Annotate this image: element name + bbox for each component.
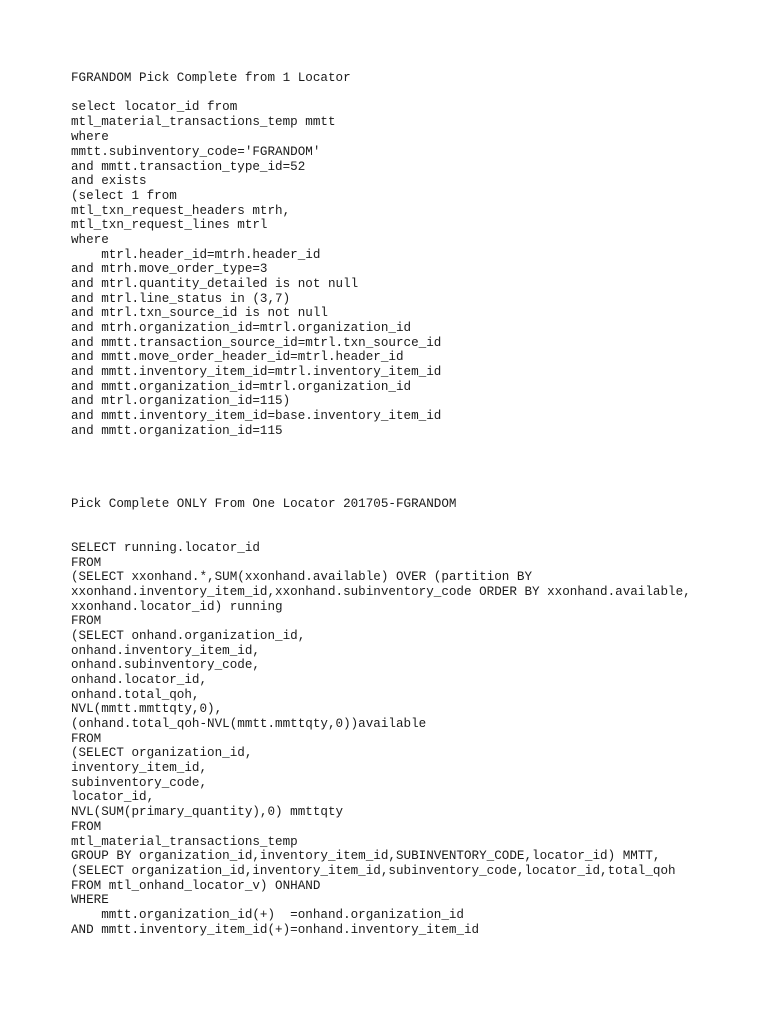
code-line: and mmtt.transaction_type_id=52 — [71, 160, 306, 174]
code-line: onhand.total_qoh, — [71, 688, 200, 702]
code-line: (SELECT organization_id, — [71, 746, 253, 760]
code-line: inventory_item_id, — [71, 761, 208, 775]
code-line: FROM — [71, 820, 102, 834]
code-line: select locator_id from — [71, 100, 238, 114]
code-line: NVL(SUM(primary_quantity),0) mmttqty — [71, 805, 344, 819]
code-line: (SELECT xxonhand.*,SUM(xxonhand.available) OVER (partition BY — [71, 570, 533, 584]
code-line: onhand.inventory_item_id, — [71, 644, 260, 658]
code-line: onhand.locator_id, — [71, 673, 208, 687]
code-line: and mtrh.move_order_type=3 — [71, 262, 268, 276]
code-line: where — [71, 130, 109, 144]
code-line: FROM — [71, 732, 102, 746]
code-line: xxonhand.locator_id) running — [71, 600, 283, 614]
code-line: SELECT running.locator_id — [71, 541, 260, 555]
code-line: locator_id, — [71, 790, 155, 804]
code-line: (SELECT onhand.organization_id, — [71, 629, 306, 643]
code-line: and mmtt.move_order_header_id=mtrl.header_id — [71, 350, 404, 364]
code-line: GROUP BY organization_id,inventory_item_id,SUBINVENTORY_CODE,locator_id) MMTT, — [71, 849, 661, 863]
code-line: and mmtt.organization_id=mtrl.organization_id — [71, 380, 412, 394]
code-line: FROM — [71, 556, 102, 570]
code-line: mtl_material_transactions_temp — [71, 835, 298, 849]
code-line: and mtrh.organization_id=mtrl.organization_id — [71, 321, 412, 335]
code-line: and exists — [71, 174, 147, 188]
code-line: and mtrl.organization_id=115) — [71, 394, 291, 408]
code-line: mtl_txn_request_lines mtrl — [71, 218, 268, 232]
code-line: and mmtt.transaction_source_id=mtrl.txn_source_id — [71, 336, 442, 350]
code-line: and mmtt.inventory_item_id=base.inventory_item_id — [71, 409, 442, 423]
code-line: and mmtt.organization_id=115 — [71, 424, 283, 438]
code-line: NVL(mmtt.mmttqty,0), — [71, 702, 223, 716]
code-line: where — [71, 233, 109, 247]
code-line: mmtt.subinventory_code='FGRANDOM' — [71, 145, 321, 159]
code-line: AND mmtt.inventory_item_id(+)=onhand.inventory_item_id — [71, 923, 480, 937]
code-line: mmtt.organization_id(+) =onhand.organization_id — [71, 908, 464, 922]
code-line: and mtrl.line_status in (3,7) — [71, 292, 291, 306]
code-line: FROM — [71, 614, 102, 628]
code-line: mtl_material_transactions_temp mmtt — [71, 115, 336, 129]
code-line: (SELECT organization_id,inventory_item_id,subinventory_code,locator_id,total_qoh — [71, 864, 676, 878]
code-line: and mmtt.inventory_item_id=mtrl.inventory_item_id — [71, 365, 442, 379]
code-line: and mtrl.txn_source_id is not null — [71, 306, 328, 320]
code-line: (select 1 from — [71, 189, 177, 203]
code-line: onhand.subinventory_code, — [71, 658, 260, 672]
section2-title: Pick Complete ONLY From One Locator 201705-FGRANDOM — [71, 497, 457, 511]
code-line: xxonhand.inventory_item_id,xxonhand.subinventory_code ORDER BY xxonhand.available, — [71, 585, 691, 599]
code-line: FROM mtl_onhand_locator_v) ONHAND — [71, 879, 321, 893]
section1-title: FGRANDOM Pick Complete from 1 Locator — [71, 71, 351, 85]
code-line: (onhand.total_qoh-NVL(mmtt.mmttqty,0))available — [71, 717, 427, 731]
code-line: mtl_txn_request_headers mtrh, — [71, 204, 291, 218]
code-line: subinventory_code, — [71, 776, 208, 790]
code-line: mtrl.header_id=mtrh.header_id — [71, 248, 321, 262]
code-line: WHERE — [71, 893, 109, 907]
code-line: and mtrl.quantity_detailed is not null — [71, 277, 359, 291]
